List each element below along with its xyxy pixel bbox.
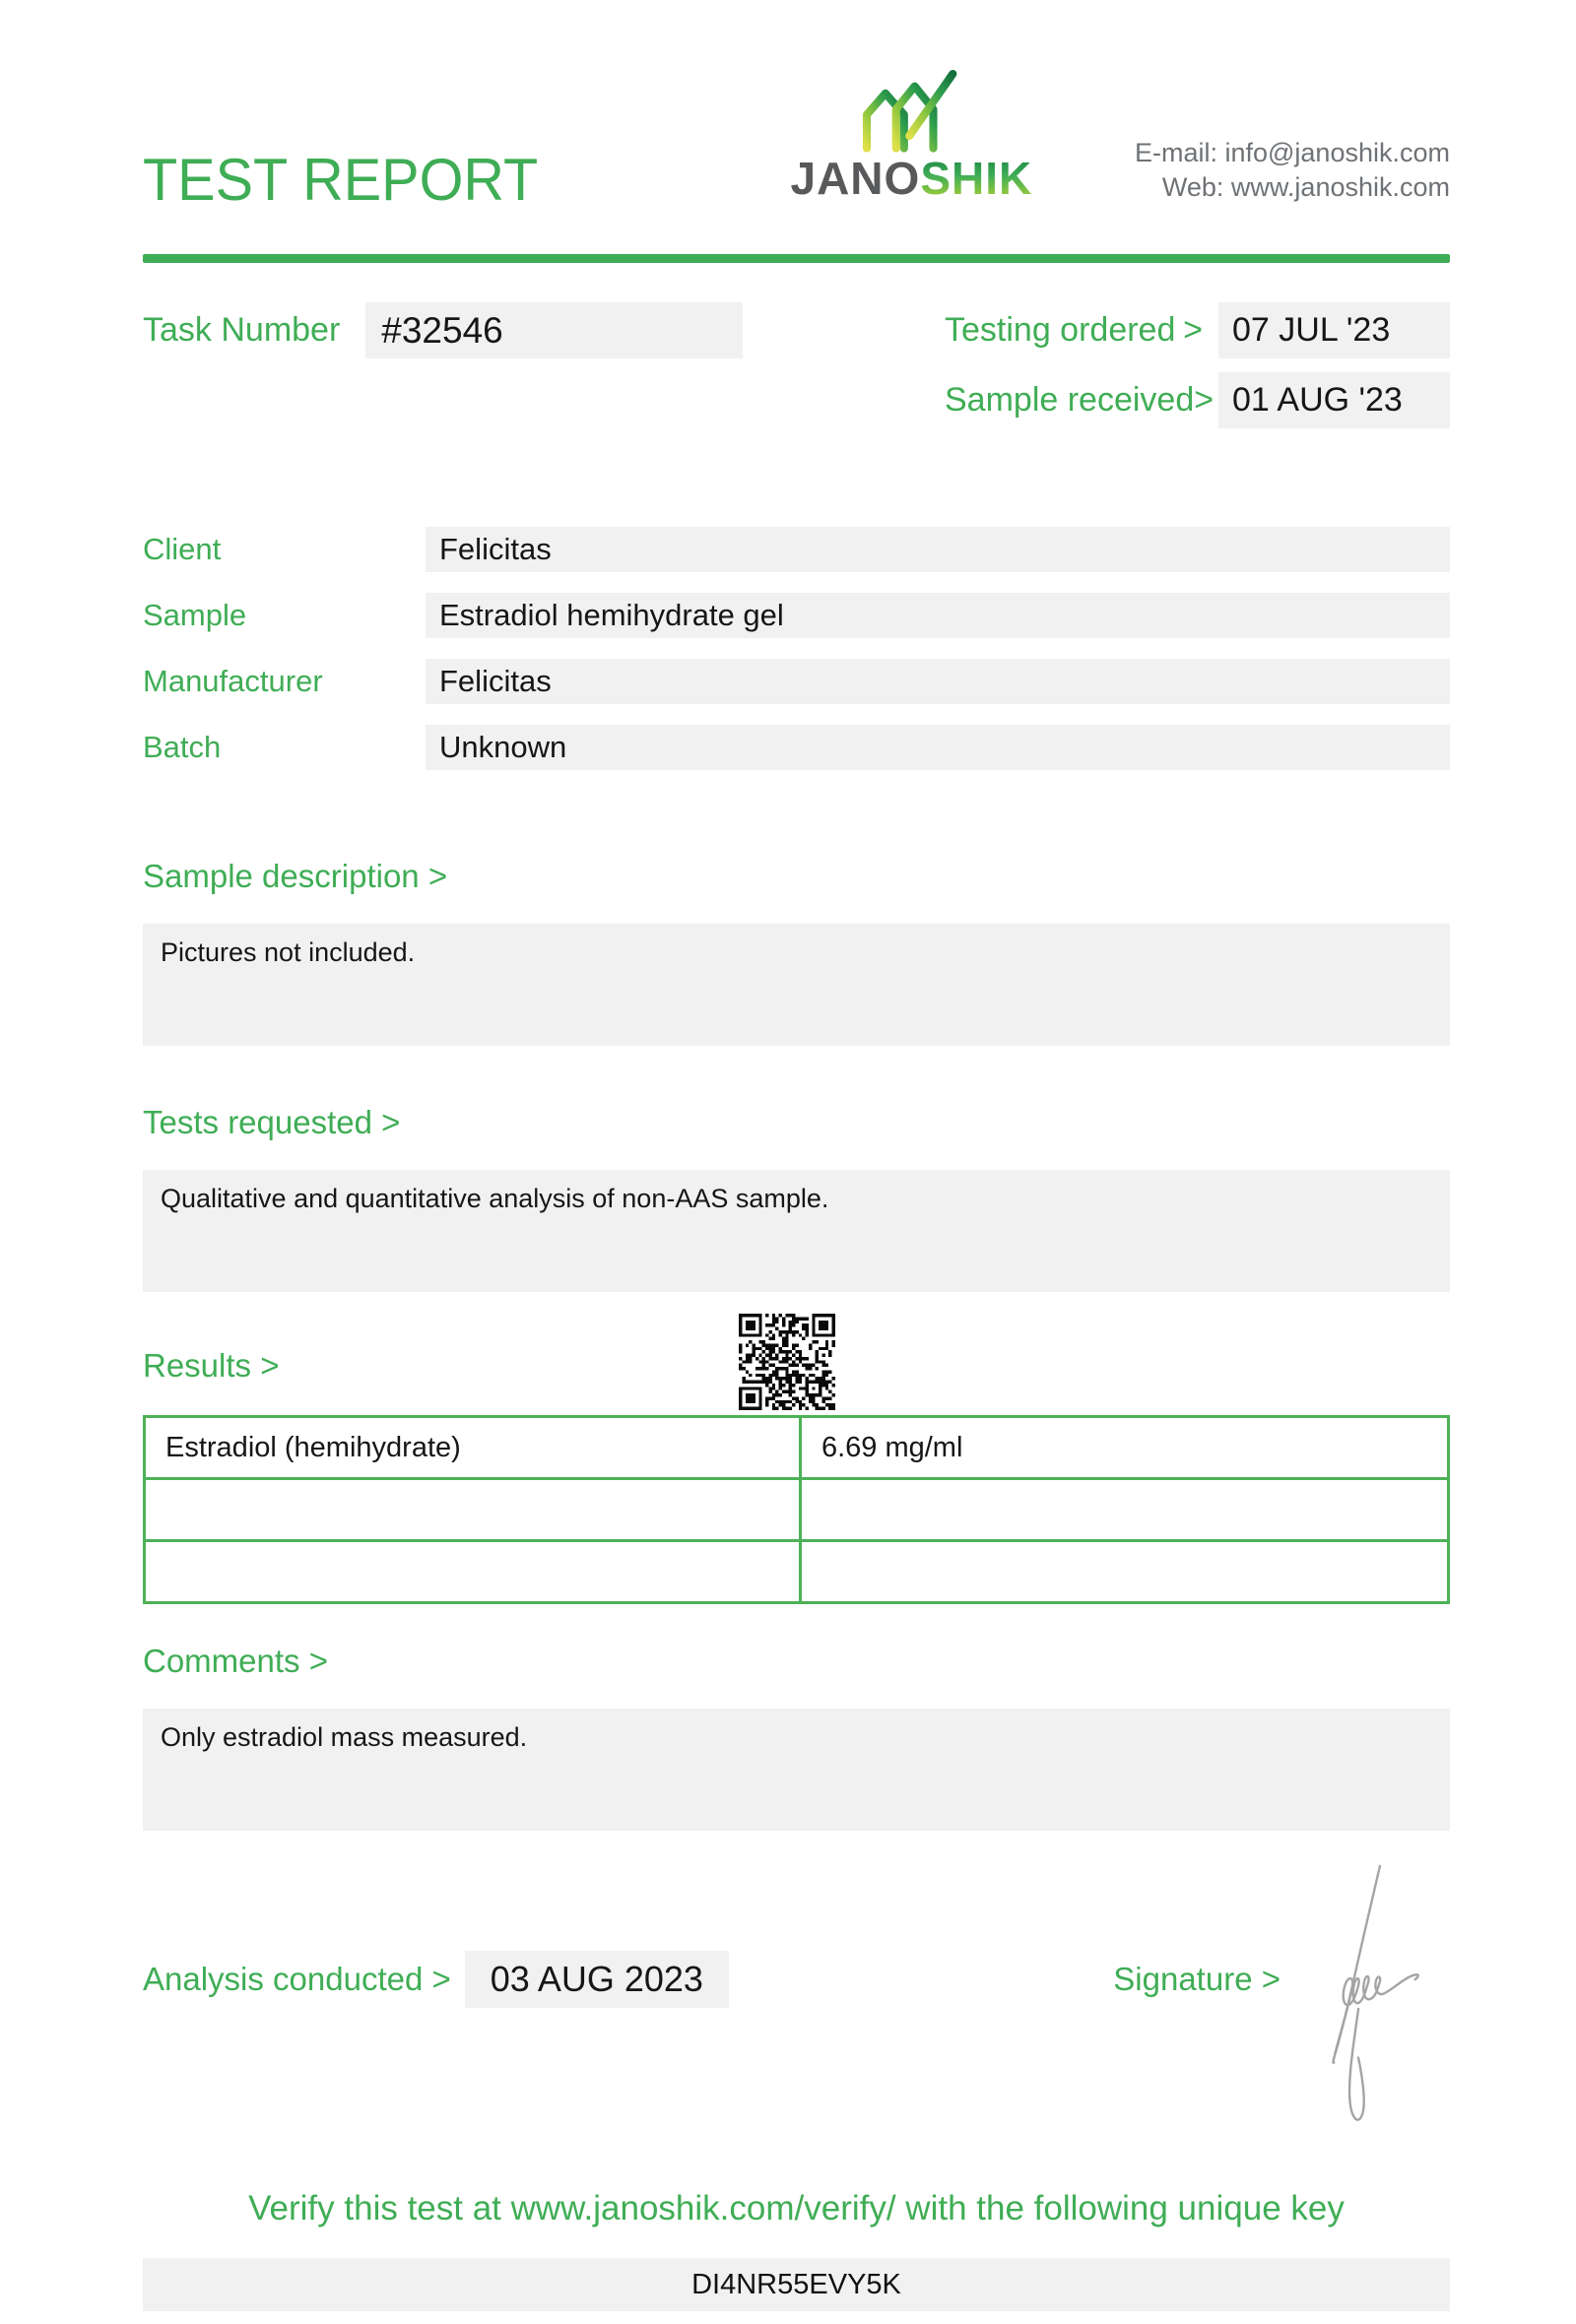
table-row — [145, 1417, 1449, 1479]
sample-row — [143, 593, 1450, 638]
client-row — [143, 527, 1450, 572]
analysis-signature-row — [143, 1951, 1450, 2008]
manufacturer-value: Felicitas — [426, 659, 1450, 704]
batch-value: Unknown — [426, 725, 1450, 770]
qr-code — [739, 1314, 835, 1410]
contact-web: Web: www.janoshik.com — [1161, 171, 1450, 202]
sample-value: Estradiol hemihydrate gel — [426, 593, 1450, 638]
page-title: TEST REPORT — [143, 147, 539, 213]
results-heading: Results > — [143, 1347, 280, 1384]
chevron-right-icon: > — [1194, 381, 1215, 419]
analyte-cell — [145, 1479, 801, 1541]
table-row — [145, 1479, 1449, 1541]
sample-received-label — [945, 381, 1215, 420]
client-label: Client — [143, 532, 222, 566]
logo-part-jano: JANO — [790, 153, 921, 204]
sample-received-value: 01 AUG '23 — [1218, 372, 1450, 428]
growth-chart-icon — [858, 65, 964, 154]
tests-requested-box: Qualitative and quantitative analysis of non-AAS sample. — [143, 1170, 1450, 1292]
task-number-row — [143, 302, 743, 358]
task-number-label: Task Number — [143, 311, 341, 349]
results-section — [143, 1341, 1450, 1415]
sample-received-row — [945, 372, 1450, 428]
table-row — [145, 1541, 1449, 1603]
report-header — [143, 0, 1450, 254]
results-table — [143, 1415, 1450, 1604]
verify-key: DI4NR55EVY5K — [143, 2258, 1450, 2311]
chevron-right-icon: > — [1183, 311, 1203, 349]
signature-scribble — [1319, 1862, 1422, 2136]
logo-wordmark — [790, 153, 1033, 204]
sample-info-block — [143, 527, 1450, 770]
task-number-value: #32546 — [365, 302, 743, 358]
logo-part-shik: SHIK — [920, 153, 1033, 204]
dates-block — [945, 302, 1450, 428]
result-cell — [800, 1541, 1448, 1603]
sample-received-text: Sample received — [945, 381, 1195, 419]
comments-heading: Comments > — [143, 1643, 328, 1679]
analysis-date-value: 03 AUG 2023 — [465, 1951, 729, 2008]
signature-label: Signature > — [1113, 1961, 1280, 1997]
testing-ordered-row — [945, 302, 1450, 358]
header-divider — [143, 254, 1450, 263]
tests-requested-heading: Tests requested > — [143, 1104, 401, 1140]
testing-ordered-text: Testing ordered — [945, 311, 1176, 349]
batch-row — [143, 725, 1450, 770]
comments-box: Only estradiol mass measured. — [143, 1709, 1450, 1831]
task-section — [143, 302, 1450, 428]
janoshik-logo — [790, 65, 1033, 204]
result-cell — [800, 1479, 1448, 1541]
testing-ordered-label — [945, 311, 1203, 350]
manufacturer-label: Manufacturer — [143, 664, 323, 698]
analysis-conducted-label: Analysis conducted > — [143, 1961, 451, 1997]
analyte-cell: Estradiol (hemihydrate) — [145, 1417, 801, 1479]
manufacturer-row — [143, 659, 1450, 704]
verify-instruction: Verify this test at www.janoshik.com/verify/ with the following unique key — [248, 2189, 1345, 2227]
sample-description-heading: Sample description > — [143, 858, 448, 894]
sample-label: Sample — [143, 598, 247, 632]
testing-ordered-value: 07 JUL '23 — [1218, 302, 1450, 358]
contact-email: E-mail: info@janoshik.com — [1134, 138, 1450, 167]
contact-info — [1135, 136, 1450, 204]
sample-description-box: Pictures not included. — [143, 924, 1450, 1046]
client-value: Felicitas — [426, 527, 1450, 572]
batch-label: Batch — [143, 730, 222, 764]
result-cell: 6.69 mg/ml — [800, 1417, 1448, 1479]
analyte-cell — [145, 1541, 801, 1603]
